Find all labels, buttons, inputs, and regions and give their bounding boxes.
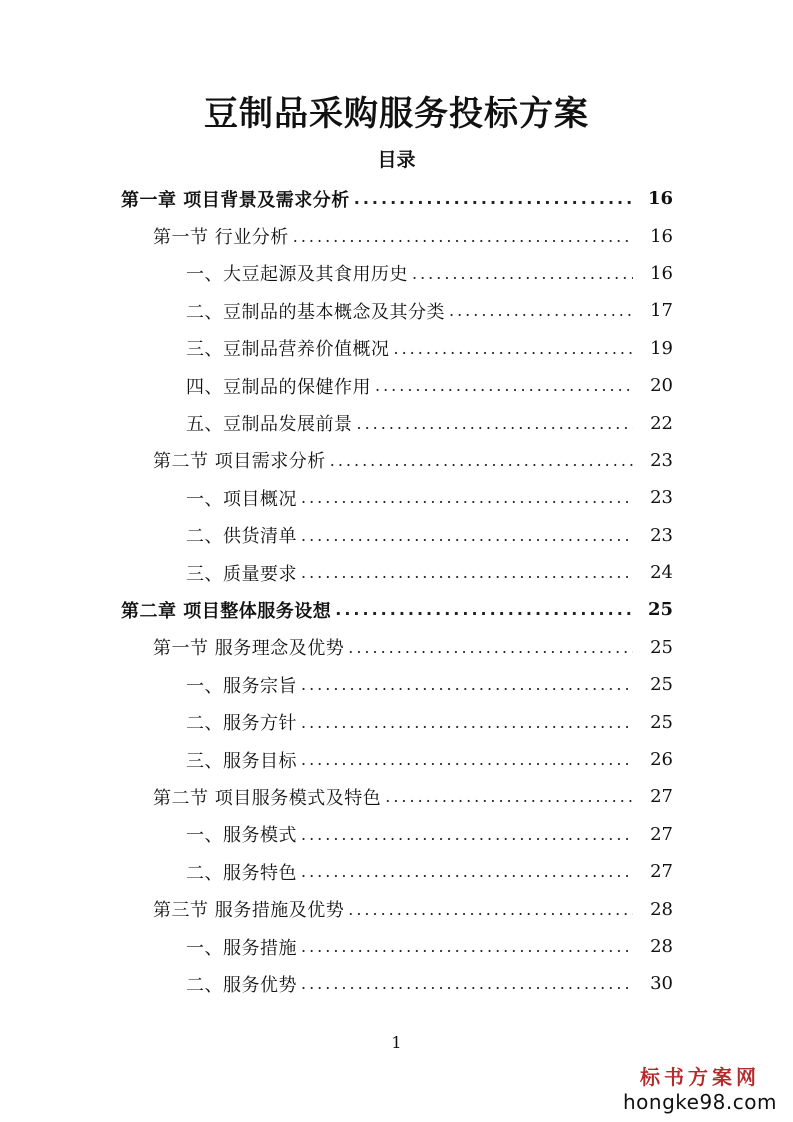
table-of-contents bbox=[0, 180, 793, 1003]
toc-heading: 目录 bbox=[377, 149, 416, 171]
toc-entry-page: 27 bbox=[650, 823, 673, 845]
toc-entry-title: 四、豆制品的保健作用 bbox=[186, 376, 371, 398]
toc-entry-page: 27 bbox=[650, 786, 673, 808]
toc-entry-page: 16 bbox=[650, 262, 673, 284]
dot-leader bbox=[301, 675, 633, 694]
toc-entry[interactable] bbox=[0, 890, 793, 927]
dot-leader bbox=[335, 600, 633, 619]
toc-entry-title: 一、项目概况 bbox=[186, 488, 297, 510]
toc-entry-title: 一、服务措施 bbox=[186, 937, 297, 959]
toc-entry-page: 20 bbox=[650, 375, 673, 397]
dot-leader bbox=[293, 227, 633, 246]
toc-entry-title: 第二章 项目整体服务设想 bbox=[121, 600, 332, 622]
dot-leader bbox=[375, 376, 633, 395]
toc-entry[interactable] bbox=[0, 292, 793, 329]
toc-entry[interactable] bbox=[0, 629, 793, 666]
dot-leader bbox=[357, 414, 634, 433]
toc-entry[interactable] bbox=[0, 591, 793, 628]
toc-entry-page: 17 bbox=[650, 300, 673, 322]
toc-entry[interactable] bbox=[0, 255, 793, 292]
toc-entry-title: 三、豆制品营养价值概况 bbox=[186, 339, 390, 361]
toc-entry-title: 二、服务优势 bbox=[186, 974, 297, 996]
dot-leader bbox=[449, 301, 633, 320]
dot-leader bbox=[354, 189, 633, 208]
toc-entry[interactable] bbox=[0, 666, 793, 703]
toc-entry-title: 一、服务模式 bbox=[186, 825, 297, 847]
toc-entry-title: 第三节 服务措施及优势 bbox=[153, 900, 345, 922]
dot-leader bbox=[394, 339, 634, 358]
dot-leader bbox=[348, 638, 633, 657]
toc-entry-page: 30 bbox=[650, 973, 673, 995]
toc-entry[interactable] bbox=[0, 442, 793, 479]
toc-entry-title: 五、豆制品发展前景 bbox=[186, 414, 353, 436]
toc-entry[interactable] bbox=[0, 778, 793, 815]
page-number: 1 bbox=[391, 1033, 402, 1052]
toc-entry-page: 23 bbox=[650, 449, 673, 471]
toc-entry-title: 一、大豆起源及其食用历史 bbox=[186, 264, 408, 286]
toc-entry-title: 三、质量要求 bbox=[186, 563, 297, 585]
toc-entry[interactable] bbox=[0, 965, 793, 1002]
dot-leader bbox=[301, 825, 633, 844]
toc-entry-page: 16 bbox=[650, 225, 673, 247]
dot-leader bbox=[330, 451, 633, 470]
watermark-logo bbox=[615, 1061, 785, 1114]
toc-entry-page: 26 bbox=[650, 749, 673, 771]
toc-entry[interactable] bbox=[0, 928, 793, 965]
toc-entry[interactable] bbox=[0, 330, 793, 367]
toc-entry-title: 二、供货清单 bbox=[186, 526, 297, 548]
toc-entry-title: 二、服务方针 bbox=[186, 713, 297, 735]
dot-leader bbox=[301, 563, 633, 582]
toc-entry-page: 28 bbox=[650, 936, 673, 957]
toc-entry-page: 25 bbox=[650, 636, 673, 658]
toc-entry-page: 16 bbox=[647, 188, 673, 210]
toc-entry-title: 三、服务目标 bbox=[186, 750, 297, 772]
toc-entry[interactable] bbox=[0, 479, 793, 516]
watermark-url: hongke98.com bbox=[623, 1090, 777, 1114]
dot-leader bbox=[301, 526, 633, 545]
dot-leader bbox=[301, 750, 633, 769]
watermark-name: 标书方案网 bbox=[640, 1065, 760, 1089]
dot-leader bbox=[412, 264, 633, 283]
toc-entry-page: 25 bbox=[647, 599, 673, 621]
toc-entry[interactable] bbox=[0, 554, 793, 591]
document-title: 豆制品采购服务投标方案 bbox=[204, 94, 589, 134]
toc-entry[interactable] bbox=[0, 217, 793, 254]
toc-entry-page: 24 bbox=[650, 562, 673, 584]
toc-entry-page: 19 bbox=[650, 337, 673, 359]
dot-leader bbox=[385, 787, 633, 806]
toc-entry-title: 第一章 项目背景及需求分析 bbox=[121, 189, 350, 211]
toc-entry-title: 第一节 服务理念及优势 bbox=[153, 638, 345, 660]
toc-entry-page: 27 bbox=[650, 861, 673, 883]
toc-entry[interactable] bbox=[0, 853, 793, 890]
toc-entry[interactable] bbox=[0, 367, 793, 404]
toc-entry-page: 25 bbox=[650, 711, 673, 733]
toc-entry[interactable] bbox=[0, 404, 793, 441]
dot-leader bbox=[301, 937, 633, 956]
toc-entry[interactable] bbox=[0, 703, 793, 740]
dot-leader bbox=[301, 488, 633, 507]
toc-entry-page: 23 bbox=[650, 487, 673, 509]
toc-entry-page: 22 bbox=[650, 412, 673, 434]
toc-entry-title: 第一节 行业分析 bbox=[153, 227, 289, 249]
toc-entry-page: 23 bbox=[650, 524, 673, 546]
dot-leader bbox=[348, 900, 633, 919]
dot-leader bbox=[301, 713, 633, 732]
toc-entry-title: 二、豆制品的基本概念及其分类 bbox=[186, 301, 445, 323]
toc-entry[interactable] bbox=[0, 517, 793, 554]
toc-entry-page: 28 bbox=[650, 898, 673, 920]
dot-leader bbox=[301, 862, 633, 881]
toc-entry-title: 一、服务宗旨 bbox=[186, 675, 297, 697]
toc-entry[interactable] bbox=[0, 741, 793, 778]
toc-entry-title: 第二节 项目需求分析 bbox=[153, 451, 326, 473]
toc-entry-title: 二、服务特色 bbox=[186, 862, 297, 884]
dot-leader bbox=[301, 974, 633, 993]
toc-entry[interactable] bbox=[0, 816, 793, 853]
toc-entry-title: 第二节 项目服务模式及特色 bbox=[153, 787, 382, 809]
toc-entry[interactable] bbox=[0, 180, 793, 217]
toc-entry-page: 25 bbox=[650, 674, 673, 696]
